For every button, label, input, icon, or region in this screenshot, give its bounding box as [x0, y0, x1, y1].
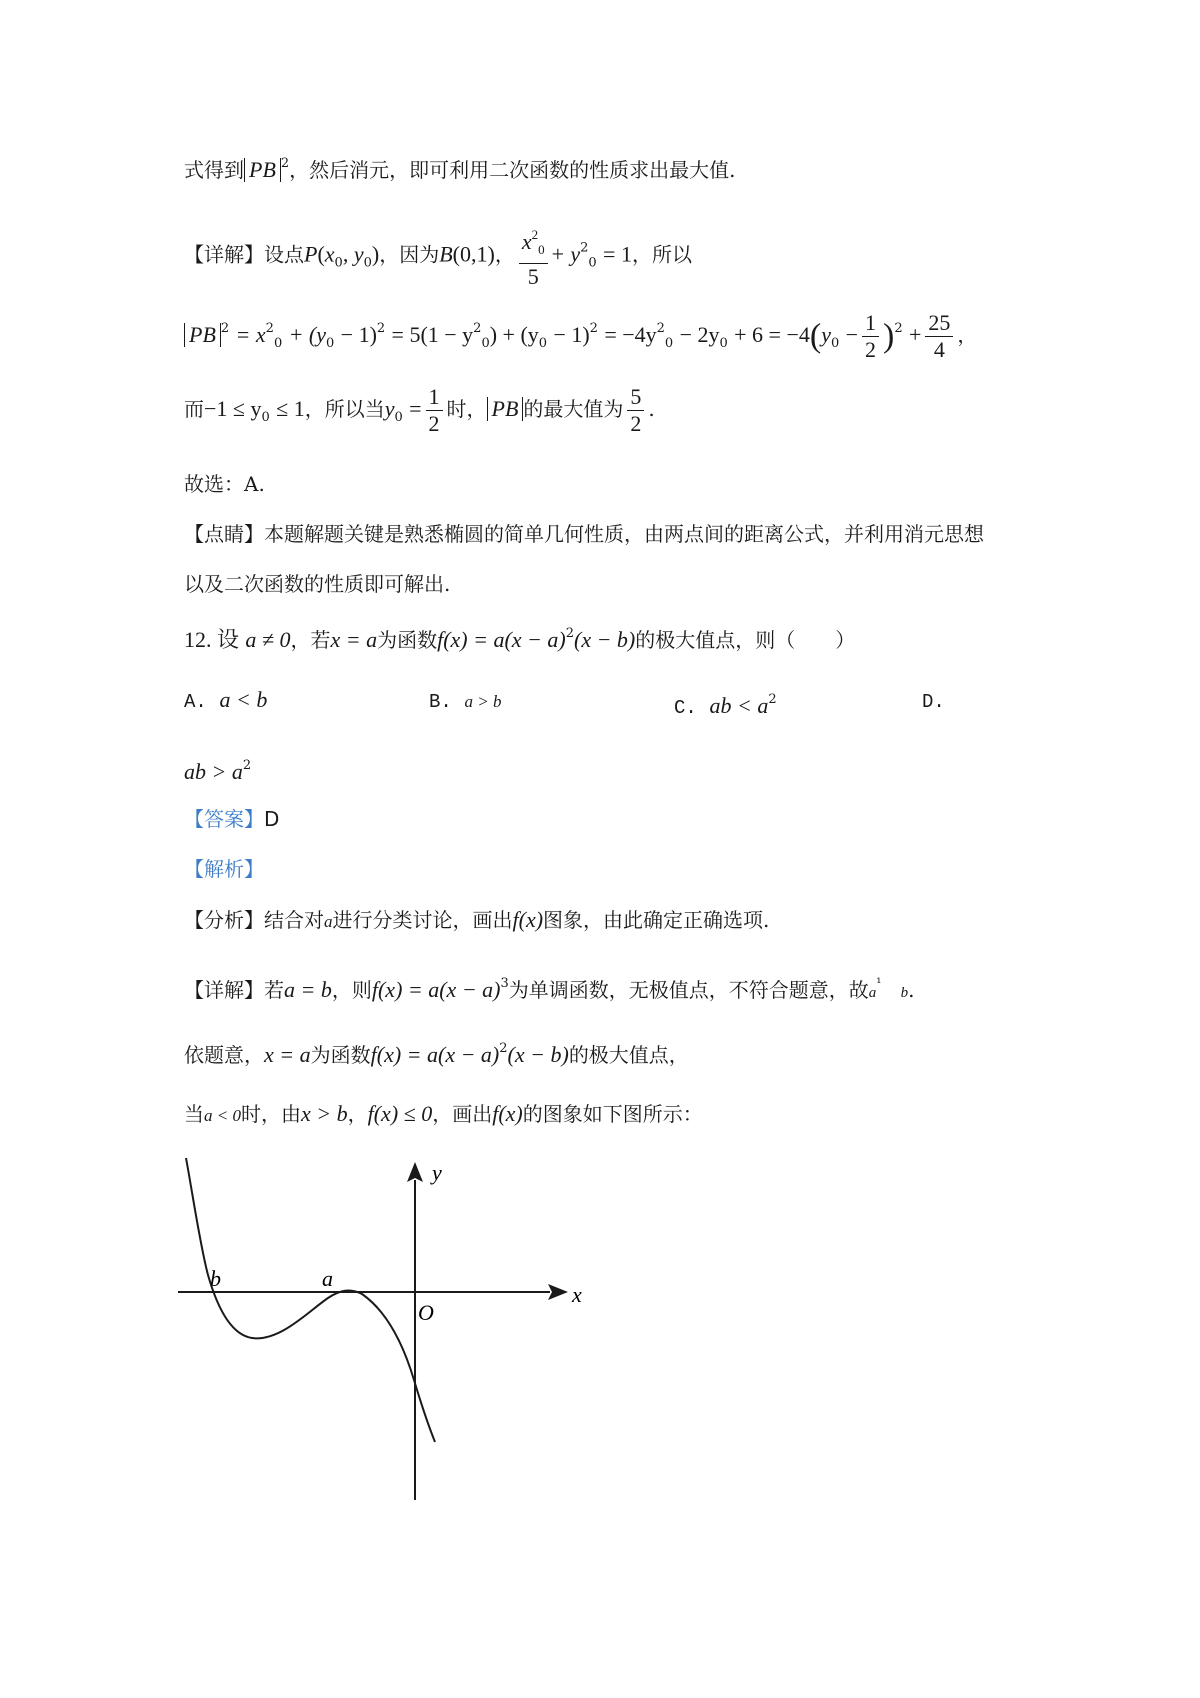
when-t5: 的图象如下图所示：: [522, 1102, 703, 1126]
pb-abs: [244, 158, 281, 182]
detail2-label: 【详解】: [184, 978, 264, 1002]
half-num: 1: [862, 310, 879, 337]
plus: +: [551, 241, 564, 267]
option-d-key: D.: [922, 691, 945, 713]
fenxi-label: 【分析】: [184, 908, 264, 932]
detail2-fx: f(x) = a(x − a): [371, 977, 501, 1002]
comma: ,: [342, 241, 354, 267]
detail1-text1: 设点: [264, 242, 304, 267]
fenxi-t2: 进行分类讨论，画出: [332, 908, 513, 932]
half-den: 2: [865, 337, 877, 362]
option-c-expr: ab < a: [709, 693, 769, 718]
y-arrow-icon: [407, 1162, 423, 1182]
when-cond: a < 0: [204, 1106, 241, 1125]
option-a-key: A.: [184, 691, 207, 713]
f-p9: + 6 = −4: [734, 322, 810, 347]
option-b[interactable]: [429, 686, 502, 716]
jiexi-line: [184, 855, 264, 883]
detail1-text3: ，: [494, 242, 515, 267]
pb-text-2: PB: [189, 322, 216, 347]
f25-fraction: [925, 310, 953, 363]
ellipse-fraction: [519, 222, 548, 290]
yiti-t1: 依题意，: [184, 1043, 264, 1067]
q12-line: [184, 620, 855, 654]
max-num: 5: [627, 384, 644, 411]
option-c[interactable]: C. ab < $a^2$: [674, 692, 777, 719]
f-p13: ，: [957, 323, 978, 347]
f-p1: = x: [235, 322, 266, 347]
fenxi-a: a: [324, 912, 333, 931]
detail2-t3: 为单调函数，无极值点，不符合题意，故: [508, 978, 869, 1002]
range-t2: ，所以当: [304, 397, 385, 421]
when-xb: x > b: [300, 1101, 348, 1126]
yiti-xa: x = a: [264, 1042, 311, 1067]
option-a[interactable]: [184, 686, 267, 716]
sub-zero: 0: [334, 255, 343, 271]
detail1-text4: ，所以: [631, 242, 692, 267]
detail2-line: [184, 970, 914, 1007]
answer-label: 【答案】: [184, 807, 264, 831]
b-coords: (0,1): [452, 241, 495, 267]
intro-line: [184, 150, 736, 184]
eq-one: = 1: [603, 241, 632, 267]
range-y0: y: [384, 396, 395, 421]
q12-t3: 的极大值点，则（ ）: [635, 628, 856, 652]
fenxi-t3: 图象，由此确定正确选项.: [543, 908, 770, 932]
dianjing-line2: 以及二次函数的性质即可解出.: [184, 572, 451, 596]
pb-text-3: PB: [491, 396, 519, 421]
when-fx: f(x) ≤ 0: [367, 1101, 433, 1126]
choose-line: 故选：A.: [184, 472, 265, 496]
sub-zero-2: 0: [363, 255, 372, 271]
pb-text: PB: [249, 157, 276, 182]
pb-abs-2: [184, 323, 221, 347]
x-label: x: [572, 1282, 582, 1307]
point-b: B: [439, 241, 453, 267]
half-fraction: [862, 310, 879, 363]
option-b-key: B.: [429, 691, 452, 713]
range-t1: 而: [184, 397, 204, 421]
pb-square: 2: [280, 156, 290, 171]
detail2-tail-b: b: [900, 985, 909, 1001]
range-t3: 时，: [446, 397, 487, 421]
f25-num: 25: [925, 310, 953, 337]
answer-value: D: [264, 807, 280, 831]
when-t3: ，: [347, 1102, 368, 1126]
range-eq: =: [409, 396, 422, 421]
detail2-ab: a = b: [284, 977, 332, 1002]
fenxi-fx: f(x): [512, 907, 544, 932]
yiti-t2: 为函数: [310, 1043, 371, 1067]
f25-den: 4: [933, 337, 945, 362]
yiti-fx: f(x) = a(x − a): [370, 1042, 500, 1067]
f-p11: −: [845, 322, 859, 347]
q12-cond: a ≠ 0: [245, 627, 291, 652]
option-b-expr: a > b: [464, 692, 502, 711]
f-p12: +: [908, 322, 922, 347]
function-graph: [170, 1150, 590, 1510]
a-label: a: [322, 1266, 333, 1291]
option-d-expr: ab > a: [184, 759, 243, 784]
fenxi-line: [184, 906, 769, 936]
when-line: [184, 1100, 703, 1130]
q12-t1: ，若: [290, 628, 331, 652]
option-c-key: C.: [674, 697, 697, 719]
range-half-den: 2: [428, 411, 440, 436]
q12-num: 12. 设: [184, 627, 240, 652]
origin-label: O: [418, 1300, 434, 1325]
y0: y: [353, 241, 364, 267]
intro-prefix: 式得到: [184, 158, 244, 182]
detail1-text2: ，因为: [379, 242, 440, 267]
range-half-num: 1: [426, 384, 443, 411]
q12-fx: f(x) = a(x − a): [437, 627, 566, 652]
y-label: y: [432, 1160, 442, 1185]
jiexi-label: 【解析】: [184, 857, 264, 881]
when-t4: ，画出: [432, 1102, 493, 1126]
option-d-expr-line: ab > $a^2$: [184, 758, 252, 784]
detail2-tail-a: a: [868, 985, 877, 1001]
y0-sq: y: [570, 241, 581, 267]
dianjing-line1: [184, 520, 984, 548]
x-arrow-icon: [548, 1284, 568, 1300]
q12-xa: x = a: [330, 627, 378, 652]
when-t1: 当: [184, 1102, 204, 1126]
detail2-tail-ne: ¹: [876, 976, 882, 991]
detail1-line: 【详解】设点$P(x_0$, $y_0$)，因为B(0,1)， $\frac{x^2_0}{5}$ + $y^2_0 = 1$，所以: [184, 222, 692, 290]
dianjing-label: 【点睛】: [184, 522, 264, 546]
yiti-t3: 的极大值点，: [568, 1043, 689, 1067]
f-p8: − 2y: [679, 322, 720, 347]
dianjing-text1: 本题解题关键是熟悉椭圆的简单几何性质，由两点间的距离公式，并利用消元思想: [264, 522, 984, 546]
range-max: [627, 384, 644, 437]
f-p2: + (y: [288, 322, 327, 347]
detail2-t2: ，则: [331, 978, 372, 1002]
q12-fx2: (x − b): [574, 627, 636, 652]
range-half: [426, 384, 443, 437]
intro-rest: ，然后消元，即可利用二次函数的性质求出最大值.: [289, 158, 736, 182]
f-p5: ) + (y: [489, 322, 539, 347]
range-t4: 的最大值为: [523, 397, 624, 421]
range-t5: .: [648, 397, 655, 421]
when-fx2: f(x): [492, 1101, 523, 1126]
q12-sq: 2: [565, 626, 574, 641]
point-p: P: [304, 241, 318, 267]
frac-x: x: [521, 229, 532, 254]
detail-label: 【详解】: [184, 242, 264, 267]
f-p10: y: [821, 322, 831, 347]
frac-sup: 2: [531, 227, 539, 242]
yiti-line: 依题意，x = a为函数$f(x) = a(x - a)^2(x - b)$的极大值点，: [184, 1041, 689, 1067]
f-p4: = 5(1 − y: [391, 322, 474, 347]
yiti-fx2: (x − b): [507, 1042, 569, 1067]
max-den: 2: [630, 411, 642, 436]
b-label: b: [210, 1266, 221, 1291]
options-row: [184, 686, 984, 719]
f-p6: − 1): [553, 322, 590, 347]
q12-t2: 为函数: [377, 628, 438, 652]
frac-den: 5: [527, 264, 539, 289]
option-a-expr: a < b: [219, 687, 268, 712]
detail2-tail-end: .: [908, 978, 915, 1002]
option-d[interactable]: [922, 686, 945, 716]
detail2-cube: 3: [500, 976, 509, 991]
f-p7: = −4y: [604, 322, 657, 347]
range-ineq: −1 ≤ y: [204, 396, 262, 421]
range-line: 而$-1 \le y_0 \le 1$，所以当$y_0$ = $\frac{1}{2}$ 时， PB 的最大值为 $\frac{5}{2}$ .: [184, 384, 655, 436]
answer-line: [184, 805, 279, 833]
pb-abs-3: [487, 397, 524, 421]
fenxi-t1: 结合对: [264, 908, 324, 932]
pb-formula-line: PB $^2 = x^2_0 + (y_0 - 1)^2 = 5(1 - y^2_0) + (y_0 - 1)^2 = -4y^2_0 - 2y_0 + 6 = -4(y_0$ − $\frac{1}{2}$ )$^2$ + $\frac{25}{4}$ ，: [184, 310, 977, 363]
f-p3: − 1): [340, 322, 377, 347]
when-t2: 时，由: [240, 1102, 301, 1126]
detail2-t1: 若: [264, 978, 284, 1002]
function-curve: [186, 1158, 435, 1442]
range-ineq2: ≤ 1: [276, 396, 305, 421]
x0: x: [324, 241, 335, 267]
frac-sub: 0: [538, 242, 545, 257]
